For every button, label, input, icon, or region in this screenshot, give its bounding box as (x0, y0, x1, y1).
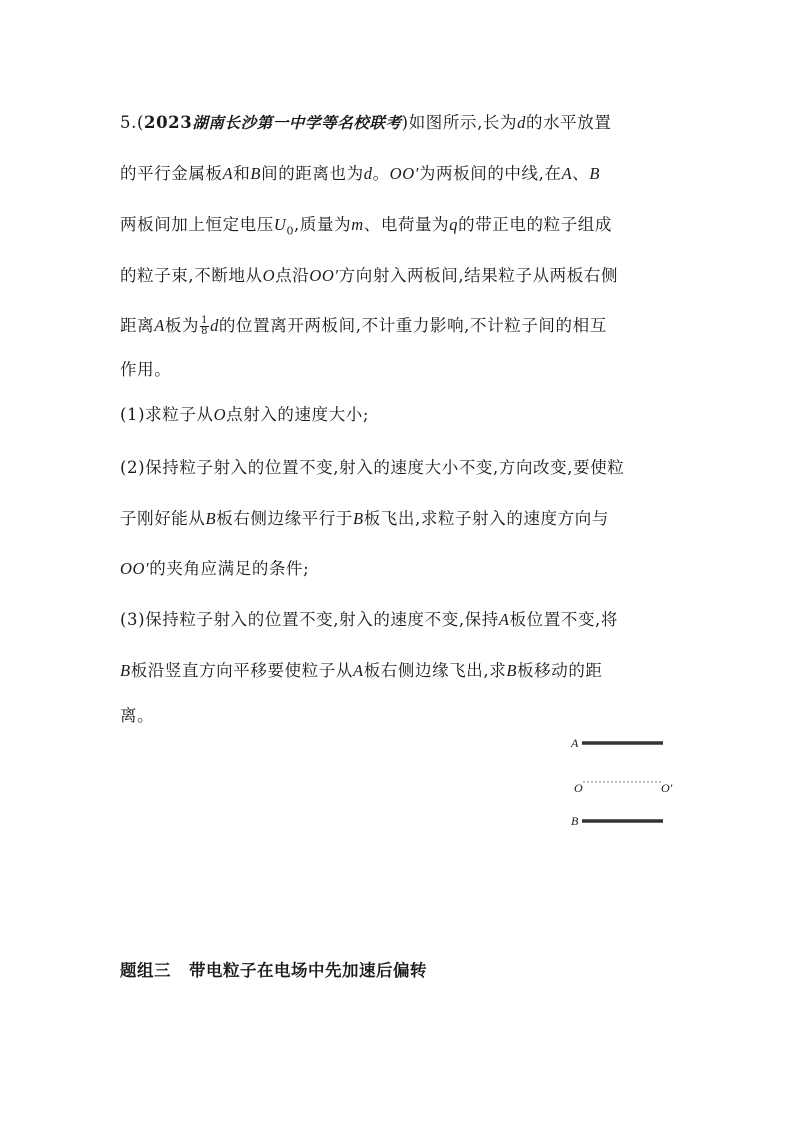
text-segment: 的夹角应满足的条件; (149, 559, 310, 578)
text-segment: 。 (372, 164, 390, 183)
var-OO-prime: OO′ (120, 559, 150, 578)
problem-line-5 (120, 316, 607, 337)
var-m: m (351, 215, 364, 234)
fraction-one-eighth (200, 316, 209, 337)
text-segment: 、 (572, 164, 590, 183)
var-B: B (506, 661, 518, 680)
problem-line-3 (120, 215, 612, 241)
text-segment: 板移动的距 (517, 661, 603, 680)
text-segment: ,质量为 (294, 215, 352, 234)
subscript-0: 0 (286, 224, 295, 238)
text-segment: 间的距离也为 (261, 164, 364, 183)
text-segment: 板沿竖直方向平移要使粒子从 (130, 661, 353, 680)
text-segment: 如图所示,长为 (408, 113, 518, 132)
fraction-denominator: 8 (201, 326, 209, 337)
text-segment: 的位置离开两板间,不计重力影响,不计粒子间的相互 (218, 316, 607, 335)
var-B: B (120, 661, 131, 680)
problem-line-6 (120, 360, 171, 380)
var-d: d (210, 316, 219, 335)
fraction-numerator: 1 (201, 315, 209, 326)
var-B: B (589, 164, 601, 183)
label-B: B (571, 814, 579, 828)
text-segment: 的平行金属板 (120, 164, 223, 183)
var-OO-prime: OO′ (389, 164, 419, 183)
text-segment: 板为 (164, 316, 200, 335)
text-segment: (1)求粒子从 (120, 405, 214, 424)
var-O: O (262, 266, 276, 285)
text-segment: 的带正电的粒子组成 (458, 215, 612, 234)
question-2-line-2 (120, 509, 609, 529)
var-B: B (250, 164, 262, 183)
section-title: 带电粒子在电场中先加速后偏转 (189, 961, 427, 980)
text-segment: 两板间加上恒定电压 (120, 215, 274, 234)
label-A: A (571, 736, 579, 750)
question-1 (120, 405, 369, 425)
text-segment: (2)保持粒子射入的位置不变,射入的速度大小不变,方向改变,要使粒 (120, 458, 625, 477)
section-group: 题组三 (120, 961, 171, 980)
problem-number: 5. (120, 113, 137, 132)
question-3-line-2 (120, 661, 603, 681)
text-segment: 板右侧边缘飞出,求 (363, 661, 507, 680)
text-segment: 的粒子束,不断地从 (120, 266, 263, 285)
text-segment: 的水平放置 (526, 113, 612, 132)
problem-source: 湖南长沙第一中学等名校联考 (192, 113, 402, 132)
section-heading (120, 957, 427, 981)
question-3-line-1 (120, 610, 618, 630)
var-B: B (353, 509, 364, 528)
question-3-line-3 (120, 706, 154, 726)
var-A: A (222, 164, 234, 183)
var-O: O (213, 405, 227, 424)
var-A: A (154, 316, 165, 335)
var-q: q (449, 215, 459, 234)
var-B: B (205, 509, 217, 528)
text-segment: 点射入的速度大小; (226, 405, 370, 424)
text-segment: 点沿 (275, 266, 310, 285)
var-d: d (363, 164, 373, 183)
text-segment: 为两板间的中线,在 (418, 164, 562, 183)
text-segment: 子刚好能从 (120, 509, 206, 528)
problem-line-2 (120, 164, 600, 184)
text-segment: 距离 (120, 316, 155, 335)
problem-line-1 (120, 113, 612, 133)
problem-line-4 (120, 266, 618, 286)
var-A: A (498, 610, 510, 629)
source-year: 2023 (144, 113, 193, 132)
text-segment: 和 (233, 164, 251, 183)
label-O-prime: O′ (661, 781, 673, 795)
var-A: A (353, 661, 364, 680)
text-segment: 、电荷量为 (363, 215, 450, 234)
var-d: d (517, 113, 526, 132)
source-paren-close: ) (401, 113, 409, 132)
text-segment: 离。 (120, 706, 155, 725)
text-segment: 板位置不变,将 (509, 610, 619, 629)
label-O: O (574, 781, 583, 795)
text-segment: 板右侧边缘平行于 (216, 509, 353, 528)
text-segment: (3)保持粒子射入的位置不变,射入的速度不变,保持 (120, 610, 499, 629)
var-U: U (273, 215, 287, 234)
var-A: A (561, 164, 573, 183)
text-segment: 方向射入两板间,结果粒子从两板右侧 (338, 266, 619, 285)
var-OO-prime: OO′ (309, 266, 339, 285)
parallel-plates-figure (565, 732, 685, 832)
source-paren-open: ( (136, 113, 144, 132)
text-segment: 板飞出,求粒子射入的速度方向与 (363, 509, 609, 528)
question-2-line-1 (120, 458, 624, 478)
text-segment: 作用。 (120, 360, 172, 379)
question-2-line-3 (120, 559, 309, 579)
